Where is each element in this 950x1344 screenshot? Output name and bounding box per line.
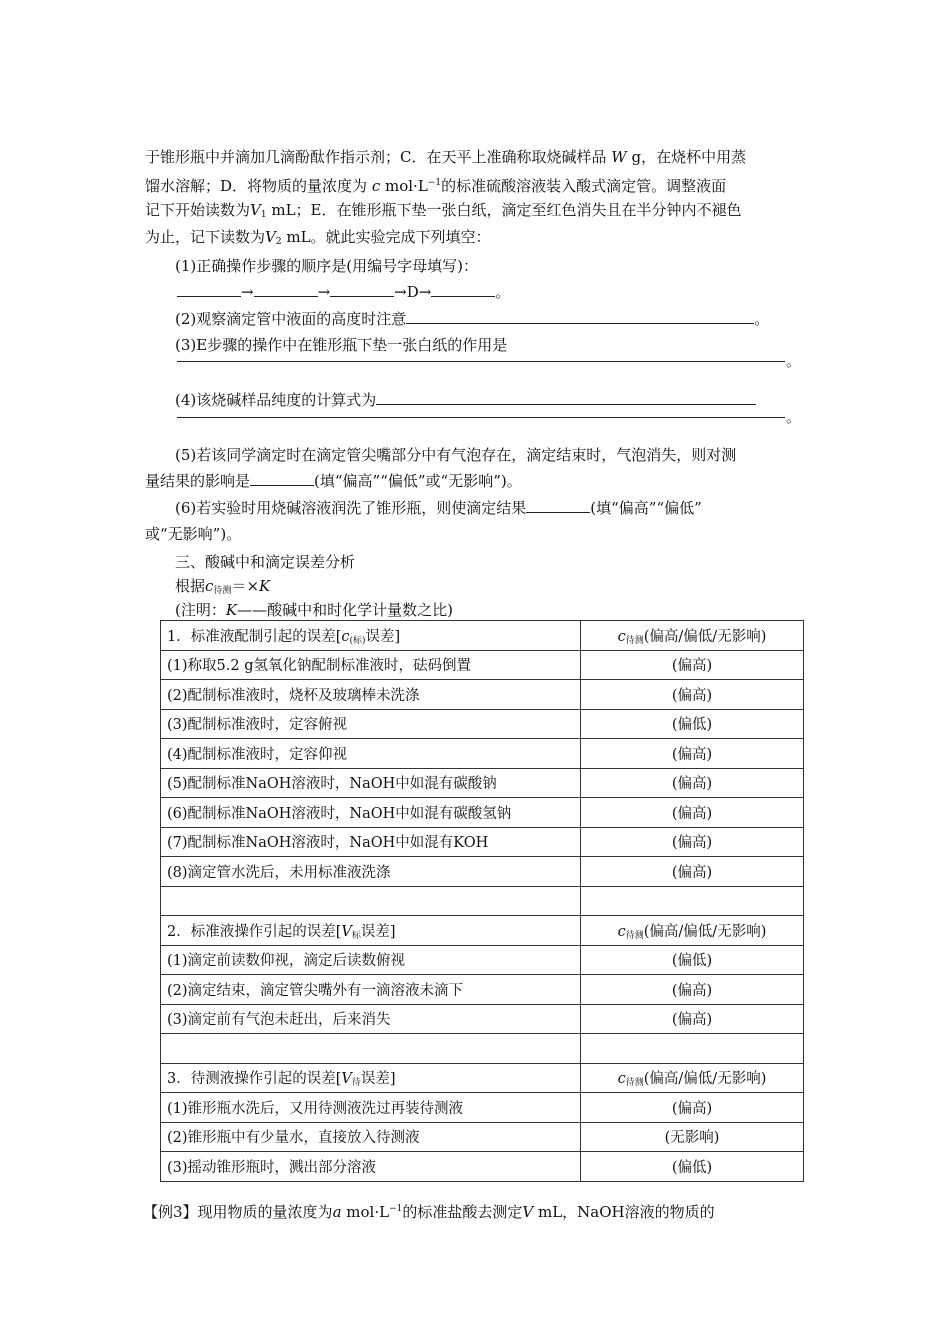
empty-cell xyxy=(161,886,581,916)
empty-cell xyxy=(581,1034,804,1064)
example-label: 【例3】 xyxy=(143,1203,198,1221)
question-5-line-1: (5)若该同学滴定时在滴定管尖嘴部分中有气泡存在，滴定结束时，气泡消失，则对测 xyxy=(175,446,737,464)
row-result: (偏高) xyxy=(581,680,804,710)
result-header: $c_{待测}$(偏高/偏低/无影响) xyxy=(581,621,804,651)
answer-blank[interactable] xyxy=(330,282,394,297)
paragraph-line-1: 于锥形瓶中并滴加几滴酚酞作指示剂；C．在天平上准确称取烧碱样品 W g，在烧杯中用蒸 xyxy=(145,148,747,166)
row-desc: (1)锥形瓶水洗后，又用待测液洗过再装待测液 xyxy=(161,1093,581,1123)
table-row xyxy=(161,1152,804,1182)
period: 。 xyxy=(786,408,802,426)
table-row xyxy=(161,709,804,739)
table-row xyxy=(161,857,804,887)
table-row xyxy=(161,945,804,975)
question-3: (3)E步骤的操作中在锥形瓶下垫一张白纸的作用是 xyxy=(175,336,508,354)
group-2-title: 2．标准液操作引起的误差[$V_标$误差] xyxy=(161,916,581,946)
question-6-line-1: (6)若实验时用烧碱溶液润洗了锥形瓶，则使滴定结果 (填“偏高”“偏低” xyxy=(175,499,702,517)
row-result: (偏高) xyxy=(581,739,804,769)
empty-cell xyxy=(581,886,804,916)
answer-blank[interactable] xyxy=(177,361,785,362)
result-header: $c_{待测}$(偏高/偏低/无影响) xyxy=(581,1063,804,1093)
row-result: (偏高) xyxy=(581,975,804,1005)
question-4: (4)该烧碱样品纯度的计算式为 xyxy=(175,389,840,411)
row-desc: (1)滴定前读数仰视，滴定后读数俯视 xyxy=(161,945,581,975)
answer-blank[interactable] xyxy=(376,390,756,405)
row-desc: (2)锥形瓶中有少量水，直接放入待测液 xyxy=(161,1122,581,1152)
table-row xyxy=(161,650,804,680)
table-row xyxy=(161,975,804,1005)
row-result: (无影响) xyxy=(581,1122,804,1152)
table-row xyxy=(161,768,804,798)
row-result: (偏高) xyxy=(581,768,804,798)
paragraph-line-4: 为止，记下读数为$V_2$ mL。就此实验完成下列填空： xyxy=(145,228,491,247)
result-header: $c_{待测}$(偏高/偏低/无影响) xyxy=(581,916,804,946)
row-result: (偏低) xyxy=(581,1152,804,1182)
answer-blank[interactable] xyxy=(526,498,590,513)
question-2: (2)观察滴定管中液面的高度时注意 。 xyxy=(175,310,770,328)
row-desc: (7)配制标准NaOH溶液时，NaOH中如混有KOH xyxy=(161,827,581,857)
question-5-line-2: 量结果的影响是 (填“偏高”“偏低”或“无影响”)。 xyxy=(145,472,522,490)
period: 。 xyxy=(786,352,802,370)
row-result: (偏高) xyxy=(581,857,804,887)
error-analysis-table xyxy=(160,620,804,1182)
table-row xyxy=(161,739,804,769)
formula-line: 根据$c_{待测}=\times K$ xyxy=(175,577,271,596)
empty-cell xyxy=(161,1034,581,1064)
row-desc: (1)称取5.2 g氢氧化钠配制标准液时，砝码倒置 xyxy=(161,650,581,680)
answer-blank[interactable] xyxy=(431,282,495,297)
row-desc: (4)配制标准液时，定容仰视 xyxy=(161,739,581,769)
table-row xyxy=(161,680,804,710)
row-desc: (3)配制标准液时，定容俯视 xyxy=(161,709,581,739)
table-empty-row xyxy=(161,1034,804,1064)
answer-blank[interactable] xyxy=(177,417,785,418)
row-result: (偏低) xyxy=(581,945,804,975)
row-desc: (6)配制标准NaOH溶液时，NaOH中如混有碳酸氢钠 xyxy=(161,798,581,828)
table-group-header xyxy=(161,1063,804,1093)
row-desc: (3)摇动锥形瓶时，溅出部分溶液 xyxy=(161,1152,581,1182)
question-1-answer-sequence: → → →D→ 。 xyxy=(177,281,842,303)
row-result: (偏高) xyxy=(581,827,804,857)
example-3-line: 【例3】现用物质的量浓度为a $mol\cdot L^{-1}$的标准盐酸去测定V mL，NaOH溶液的物质的 xyxy=(143,1203,715,1221)
group-1-title: 1．标准液配制引起的误差[$c_{(标)}$误差] xyxy=(161,621,581,651)
table-row xyxy=(161,827,804,857)
paragraph-line-3: 记下开始读数为$V_1$ mL；E．在锥形瓶下垫一张白纸，滴定至红色消失且在半分钟内不褪色 xyxy=(145,201,742,220)
question-6-line-2: 或“无影响”)。 xyxy=(145,525,242,543)
table-row xyxy=(161,1093,804,1123)
row-desc: (2)配制标准液时，烧杯及玻璃棒未洗涤 xyxy=(161,680,581,710)
row-result: (偏高) xyxy=(581,1093,804,1123)
answer-blank[interactable] xyxy=(177,282,241,297)
note-line: (注明：K——酸碱中和时化学计量数之比) xyxy=(175,601,453,619)
table-row xyxy=(161,1122,804,1152)
row-desc: (5)配制标准NaOH溶液时，NaOH中如混有碳酸钠 xyxy=(161,768,581,798)
row-desc: (8)滴定管水洗后，未用标准液洗涤 xyxy=(161,857,581,887)
question-1: (1)正确操作步骤的顺序是(用编号字母填写)： xyxy=(175,257,478,275)
table-row xyxy=(161,798,804,828)
row-result: (偏高) xyxy=(581,1004,804,1034)
table-group-header xyxy=(161,621,804,651)
row-desc: (2)滴定结束，滴定管尖嘴外有一滴溶液未滴下 xyxy=(161,975,581,1005)
answer-blank[interactable] xyxy=(406,309,754,324)
group-3-title: 3．待测液操作引起的误差[$V_待$误差] xyxy=(161,1063,581,1093)
paragraph-line-2: 馏水溶解；D．将物质的量浓度为 c $mol\cdot L^{-1}$的标准硫酸溶液装入酸式滴定管。调整液面 xyxy=(145,177,727,195)
row-desc: (3)滴定前有气泡未赶出，后来消失 xyxy=(161,1004,581,1034)
row-result: (偏高) xyxy=(581,650,804,680)
section-title: 三、酸碱中和滴定误差分析 xyxy=(175,553,356,571)
answer-blank[interactable] xyxy=(250,471,314,486)
row-result: (偏低) xyxy=(581,709,804,739)
table-row xyxy=(161,1004,804,1034)
table-group-header xyxy=(161,916,804,946)
table-empty-row xyxy=(161,886,804,916)
row-result: (偏高) xyxy=(581,798,804,828)
answer-blank[interactable] xyxy=(254,282,318,297)
